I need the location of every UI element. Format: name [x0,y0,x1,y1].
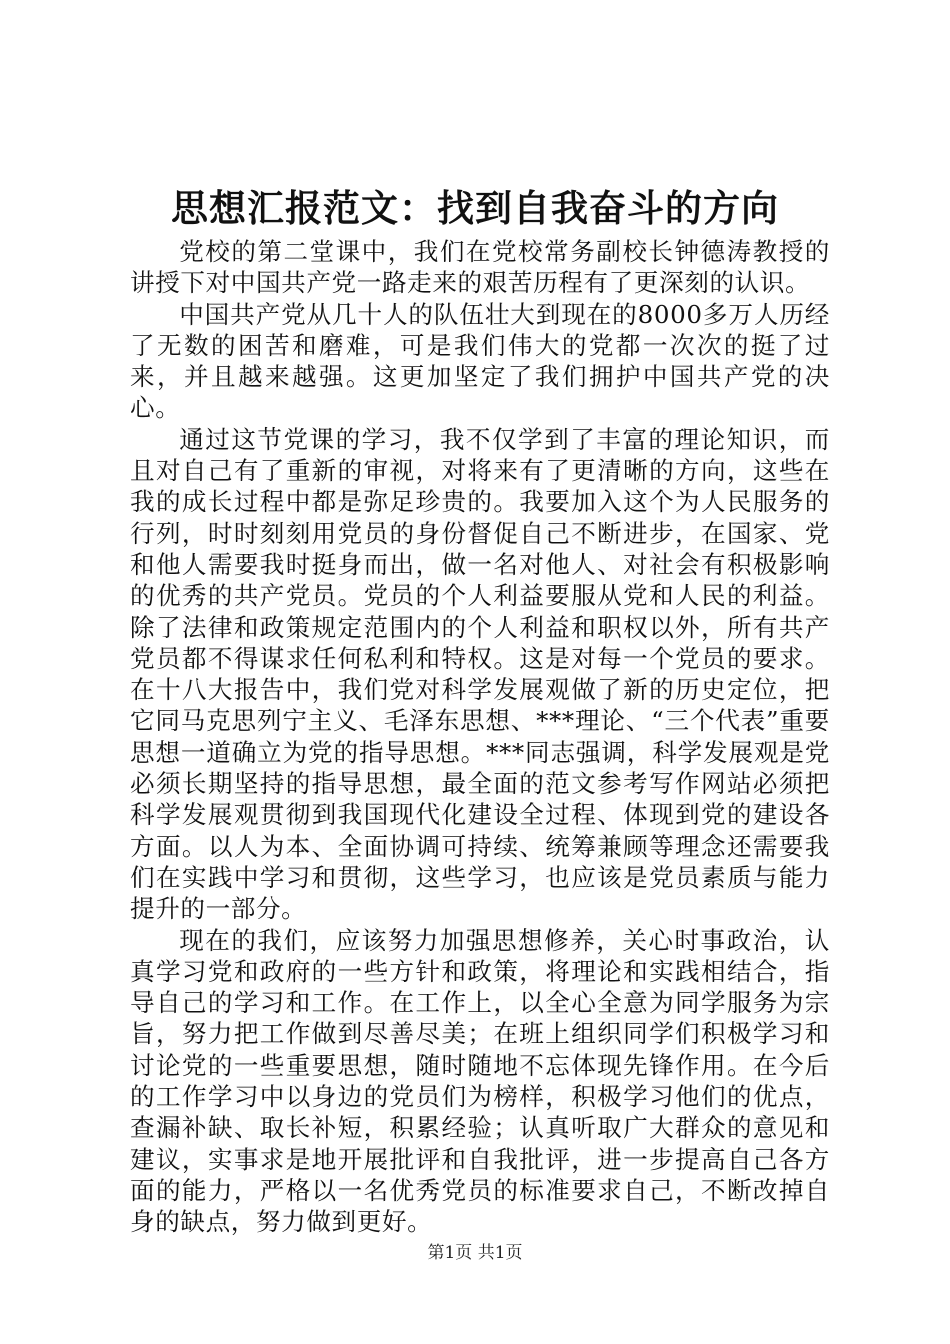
paragraph-4: 现在的我们，应该努力加强思想修养，关心时事政治，认真学习党和政府的一些方针和政策，将理论和实践相结合，指导自己的学习和工作。在工作上，以全心全意为同学服务为宗旨，努力把工作做到尽善尽美；在班上组织同学们积极学习和讨论党的一些重要思想，随时随地不忘体现先锋作用。在今后的工作学习中以身边的党员们为榜样，积极学习他们的优点，查漏补缺、取长补短，积累经验；认真听取广大群众的意见和建议，实事求是地开展批评和自我批评，进一步提高自己各方面的能力，严格以一名优秀党员的标准要求自己，不断改掉自身的缺点，努力做到更好。 [130,925,830,1237]
paragraph-2: 中国共产党从几十人的队伍壮大到现在的8000多万人历经了无数的困苦和磨难，可是我们伟大的党都一次次的挺了过来，并且越来越强。这更加坚定了我们拥护中国共产党的决心。 [130,299,830,423]
page-footer: 第1页 共1页 [427,1243,523,1263]
document-title: 思想汇报范文：找到自我奋斗的方向 [171,186,779,230]
paragraph-1: 党校的第二堂课中，我们在党校常务副校长钟德涛教授的讲授下对中国共产党一路走来的艰苦历程有了更深刻的认识。 [130,237,830,298]
paragraph-3: 通过这节党课的学习，我不仅学到了丰富的理论知识，而且对自己有了重新的审视，对将来有了更清晰的方向，这些在我的成长过程中都是弥足珍贵的。我要加入这个为人民服务的行列，时时刻刻用党员的身份督促自己不断进步，在国家、党和他人需要我时挺身而出，做一名对他人、对社会有积极影响的优秀的共产党员。党员的个人利益要服从党和人民的利益。除了法律和政策规定范围内的个人利益和职权以外，所有共产党员都不得谋求任何私利和特权。这是对每一个党员的要求。在十八大报告中，我们党对科学发展观做了新的历史定位，把它同马克思列宁主义、毛泽东思想、***理论、“三个代表”重要思想一道确立为党的指导思想。***同志强调，科学发展观是党必须长期坚持的指导思想，最全面的范文参考写作网站必须把科学发展观贯彻到我国现代化建设全过程、体现到党的建设各方面。以人为本、全面协调可持续、统筹兼顾等理念还需要我们在实践中学习和贯彻，这些学习，也应该是党员素质与能力提升的一部分。 [130,424,830,924]
document-body [130,236,830,1238]
